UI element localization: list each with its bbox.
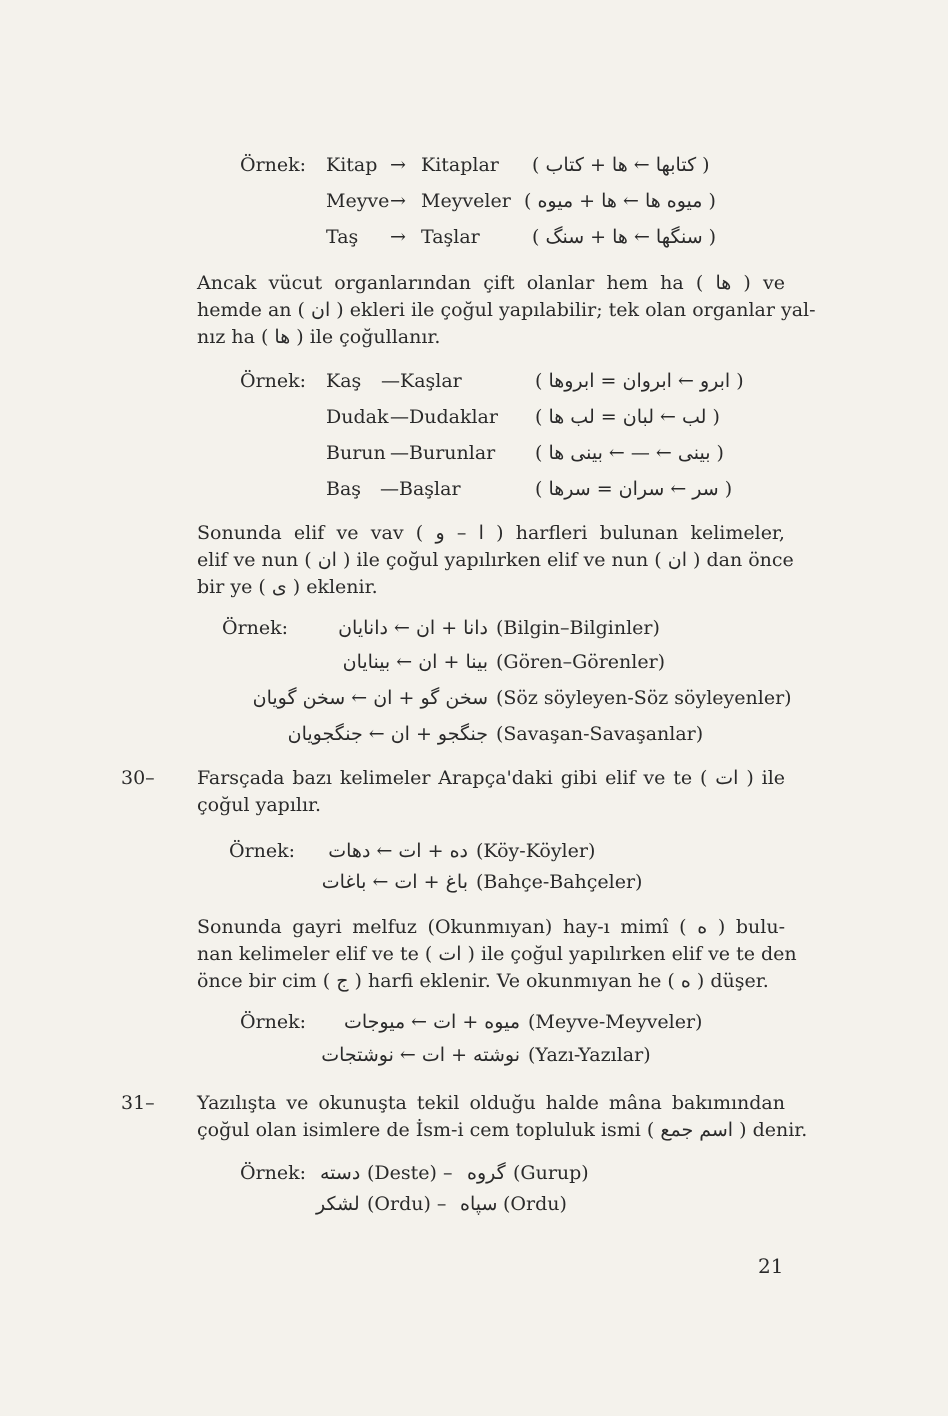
- example-label: Örnek:: [229, 840, 296, 862]
- example-plural: —Burunlar: [390, 442, 496, 464]
- translation: (Yazı-Yazılar): [528, 1044, 651, 1066]
- section-number: 30–: [121, 767, 155, 789]
- persian-example: ( سنگها ← ها + سنگ ): [532, 226, 717, 248]
- example-plural: Taşlar: [421, 226, 480, 248]
- paragraph: [197, 914, 797, 995]
- text-line: önce bir cim ( ج ) harfi eklenir. Ve okunmıyan he ( ه ) düşer.: [197, 970, 769, 992]
- text-line: Ancak vücut organlarından çift olanlar hem ha ( ها ) ve: [197, 272, 785, 294]
- persian-example: سخن گو + ان ← سخن گویان: [252, 687, 488, 709]
- persian-word: گروه: [467, 1162, 506, 1184]
- example-label: Örnek:: [240, 1162, 307, 1184]
- example-word: Burun: [326, 442, 386, 464]
- translation: (Bahçe-Bahçeler): [476, 871, 643, 893]
- translation: (Gören–Görenler): [496, 651, 666, 673]
- example-word: Kitap: [326, 154, 378, 176]
- text-line: nız ha ( ها ) ile çoğullanır.: [197, 326, 441, 348]
- translation: (Bilgin–Bilginler): [496, 617, 660, 639]
- page-number: 21: [758, 1254, 784, 1278]
- translation: (Meyve-Meyveler): [528, 1011, 703, 1033]
- persian-example: ( کتابها ← ها + کتاب ): [532, 154, 710, 176]
- arrow: →: [390, 226, 406, 248]
- text-line: Yazılışta ve okunuşta tekil olduğu halde mâna bakımından: [197, 1092, 785, 1114]
- persian-example: ( سر ← سران = سرها ): [535, 478, 733, 500]
- text-line: Sonunda elif ve vav ( ا – و ) harfleri bulunan kelimeler,: [197, 522, 785, 544]
- text-line: nan kelimeler elif ve te ( ات ) ile çoğul yapılırken elif ve te den: [197, 943, 797, 965]
- persian-word: لشکر: [316, 1193, 360, 1215]
- persian-example: ( ابرو ← ابروان = ابروها ): [535, 370, 744, 392]
- persian-word: دسته: [320, 1162, 361, 1184]
- translation: (Deste) –: [367, 1162, 453, 1184]
- text-line: elif ve nun ( ان ) ile çoğul yapılırken elif ve nun ( ان ) dan önce: [197, 549, 794, 571]
- persian-example: دانا + ان ← دانایان: [338, 617, 488, 639]
- example-label: Örnek:: [240, 1011, 307, 1033]
- translation: (Gurup): [513, 1162, 589, 1184]
- text-line: çoğul yapılır.: [197, 794, 322, 816]
- example-plural: Kitaplar: [421, 154, 499, 176]
- example-plural: —Kaşlar: [381, 370, 462, 392]
- persian-example: باغ + ات ← باغات: [321, 871, 468, 893]
- persian-example: جنگجو + ان ← جنگجویان: [287, 723, 488, 745]
- example-word: Kaş: [326, 370, 362, 392]
- example-label: Örnek:: [222, 617, 289, 639]
- persian-example: ( لب ← لبان = لب ها ): [535, 406, 720, 428]
- section-number: 31–: [121, 1092, 155, 1114]
- translation: (Ordu): [503, 1193, 567, 1215]
- text-line: çoğul olan isimlere de İsm-i cem topluluk ismi ( اسم جمع ) denir.: [197, 1119, 808, 1141]
- translation: (Ordu) –: [367, 1193, 447, 1215]
- persian-word: سپاه: [460, 1193, 498, 1215]
- text-line: hemde an ( ان ) ekleri ile çoğul yapılabilir; tek olan organlar yal-: [197, 299, 816, 321]
- paragraph: [197, 1090, 808, 1144]
- arrow: →: [390, 154, 406, 176]
- example-word: Meyve: [326, 190, 390, 212]
- example-label: Örnek:: [240, 154, 307, 176]
- example-word: Taş: [326, 226, 359, 248]
- paragraph: [197, 520, 794, 601]
- example-plural: —Başlar: [380, 478, 461, 500]
- persian-example: بینا + ان ← بینایان: [342, 651, 488, 673]
- paragraph: [197, 270, 816, 351]
- text-line: bir ye ( ی ) eklenir.: [197, 576, 378, 598]
- example-label: Örnek:: [240, 370, 307, 392]
- example-word: Baş: [326, 478, 362, 500]
- text-line: Farsçada bazı kelimeler Arapça'daki gibi elif ve te ( ات ) ile: [197, 767, 786, 789]
- persian-example: ( بینی ← — ← بینی ها ): [535, 442, 724, 464]
- persian-example: ده + ات ← دهات: [328, 840, 468, 862]
- arrow: →: [390, 190, 406, 212]
- persian-example: ( میوه ها ← ها + میوه ): [524, 190, 716, 212]
- example-plural: —Dudaklar: [390, 406, 498, 428]
- persian-example: میوه + ات ← میوجات: [344, 1011, 520, 1033]
- persian-example: نوشته + ات ← نوشتجات: [321, 1044, 520, 1066]
- example-plural: Meyveler: [421, 190, 511, 212]
- translation: (Savaşan-Savaşanlar): [496, 723, 704, 745]
- translation: (Söz söyleyen-Söz söyleyenler): [496, 687, 792, 709]
- paragraph: [197, 765, 785, 819]
- translation: (Köy-Köyler): [476, 840, 596, 862]
- example-word: Dudak: [326, 406, 389, 428]
- text-line: Sonunda gayri melfuz (Okunmıyan) hay-ı mimî ( ه ) bulu-: [197, 916, 786, 938]
